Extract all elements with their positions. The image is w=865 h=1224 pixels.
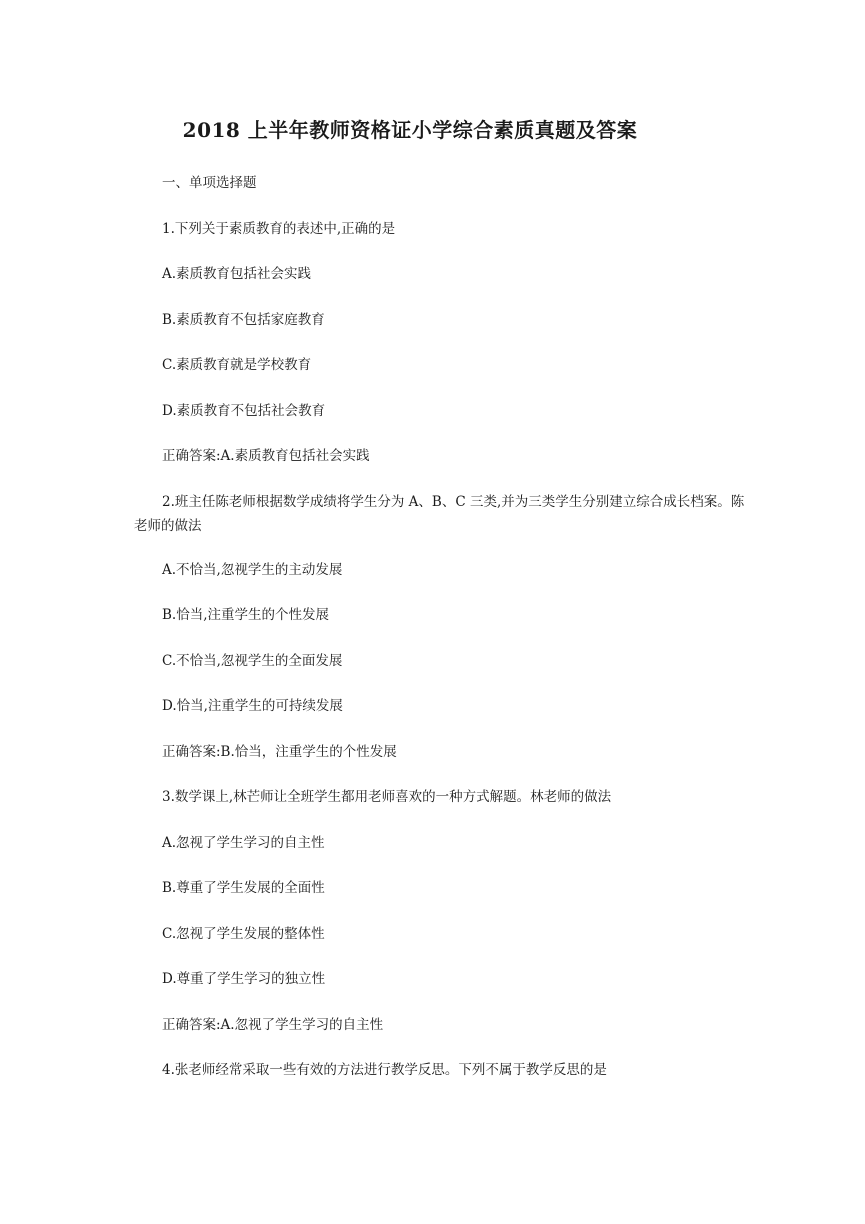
question-stem: 3.数学课上,林芒师让全班学生都用老师喜欢的一种方式解题。林老师的做法 bbox=[162, 789, 612, 805]
section-heading: 一、单项选择题 bbox=[162, 175, 257, 191]
option-d: D.尊重了学生学习的独立性 bbox=[162, 971, 326, 987]
option-c: C.不恰当,忽视学生的全面发展 bbox=[162, 652, 343, 669]
option-b: B.恰当,注重学生的个性发展 bbox=[162, 607, 330, 623]
option-b: B.素质教育不包括家庭教育 bbox=[162, 311, 325, 328]
option-c: C.素质教育就是学校教育 bbox=[162, 357, 312, 373]
option-a: A.不恰当,忽视学生的主动发展 bbox=[162, 561, 343, 578]
correct-answer: 正确答案:A.忽视了学生学习的自主性 bbox=[162, 1016, 384, 1033]
option-c: C.忽视了学生发展的整体性 bbox=[162, 925, 325, 942]
question-stem: 1.下列关于素质教育的表述中,正确的是 bbox=[162, 220, 396, 237]
option-d: D.恰当,注重学生的可持续发展 bbox=[162, 698, 343, 714]
correct-answer: 正确答案:B.恰当，注重学生的个性发展 bbox=[162, 743, 397, 760]
document-title: 2018 上半年教师资格证小学综合素质真题及答案 bbox=[182, 118, 638, 142]
option-a: A.忽视了学生学习的自主性 bbox=[162, 834, 325, 851]
correct-answer: 正确答案:A.素质教育包括社会实践 bbox=[162, 448, 370, 464]
question-stem: 2.班主任陈老师根据数学成绩将学生分为 A、B、C 三类,并为三类学生分别建立综合成长档案。陈老师的做法 bbox=[134, 493, 745, 534]
document-body bbox=[134, 171, 746, 1104]
option-a: A.素质教育包括社会实践 bbox=[162, 266, 312, 282]
option-b: B.尊重了学生发展的全面性 bbox=[162, 880, 325, 896]
question-stem: 4.张老师经常采取一些有效的方法进行教学反思。下列不属于教学反思的是 bbox=[162, 1062, 607, 1078]
option-d: D.素质教育不包括社会教育 bbox=[162, 402, 326, 419]
